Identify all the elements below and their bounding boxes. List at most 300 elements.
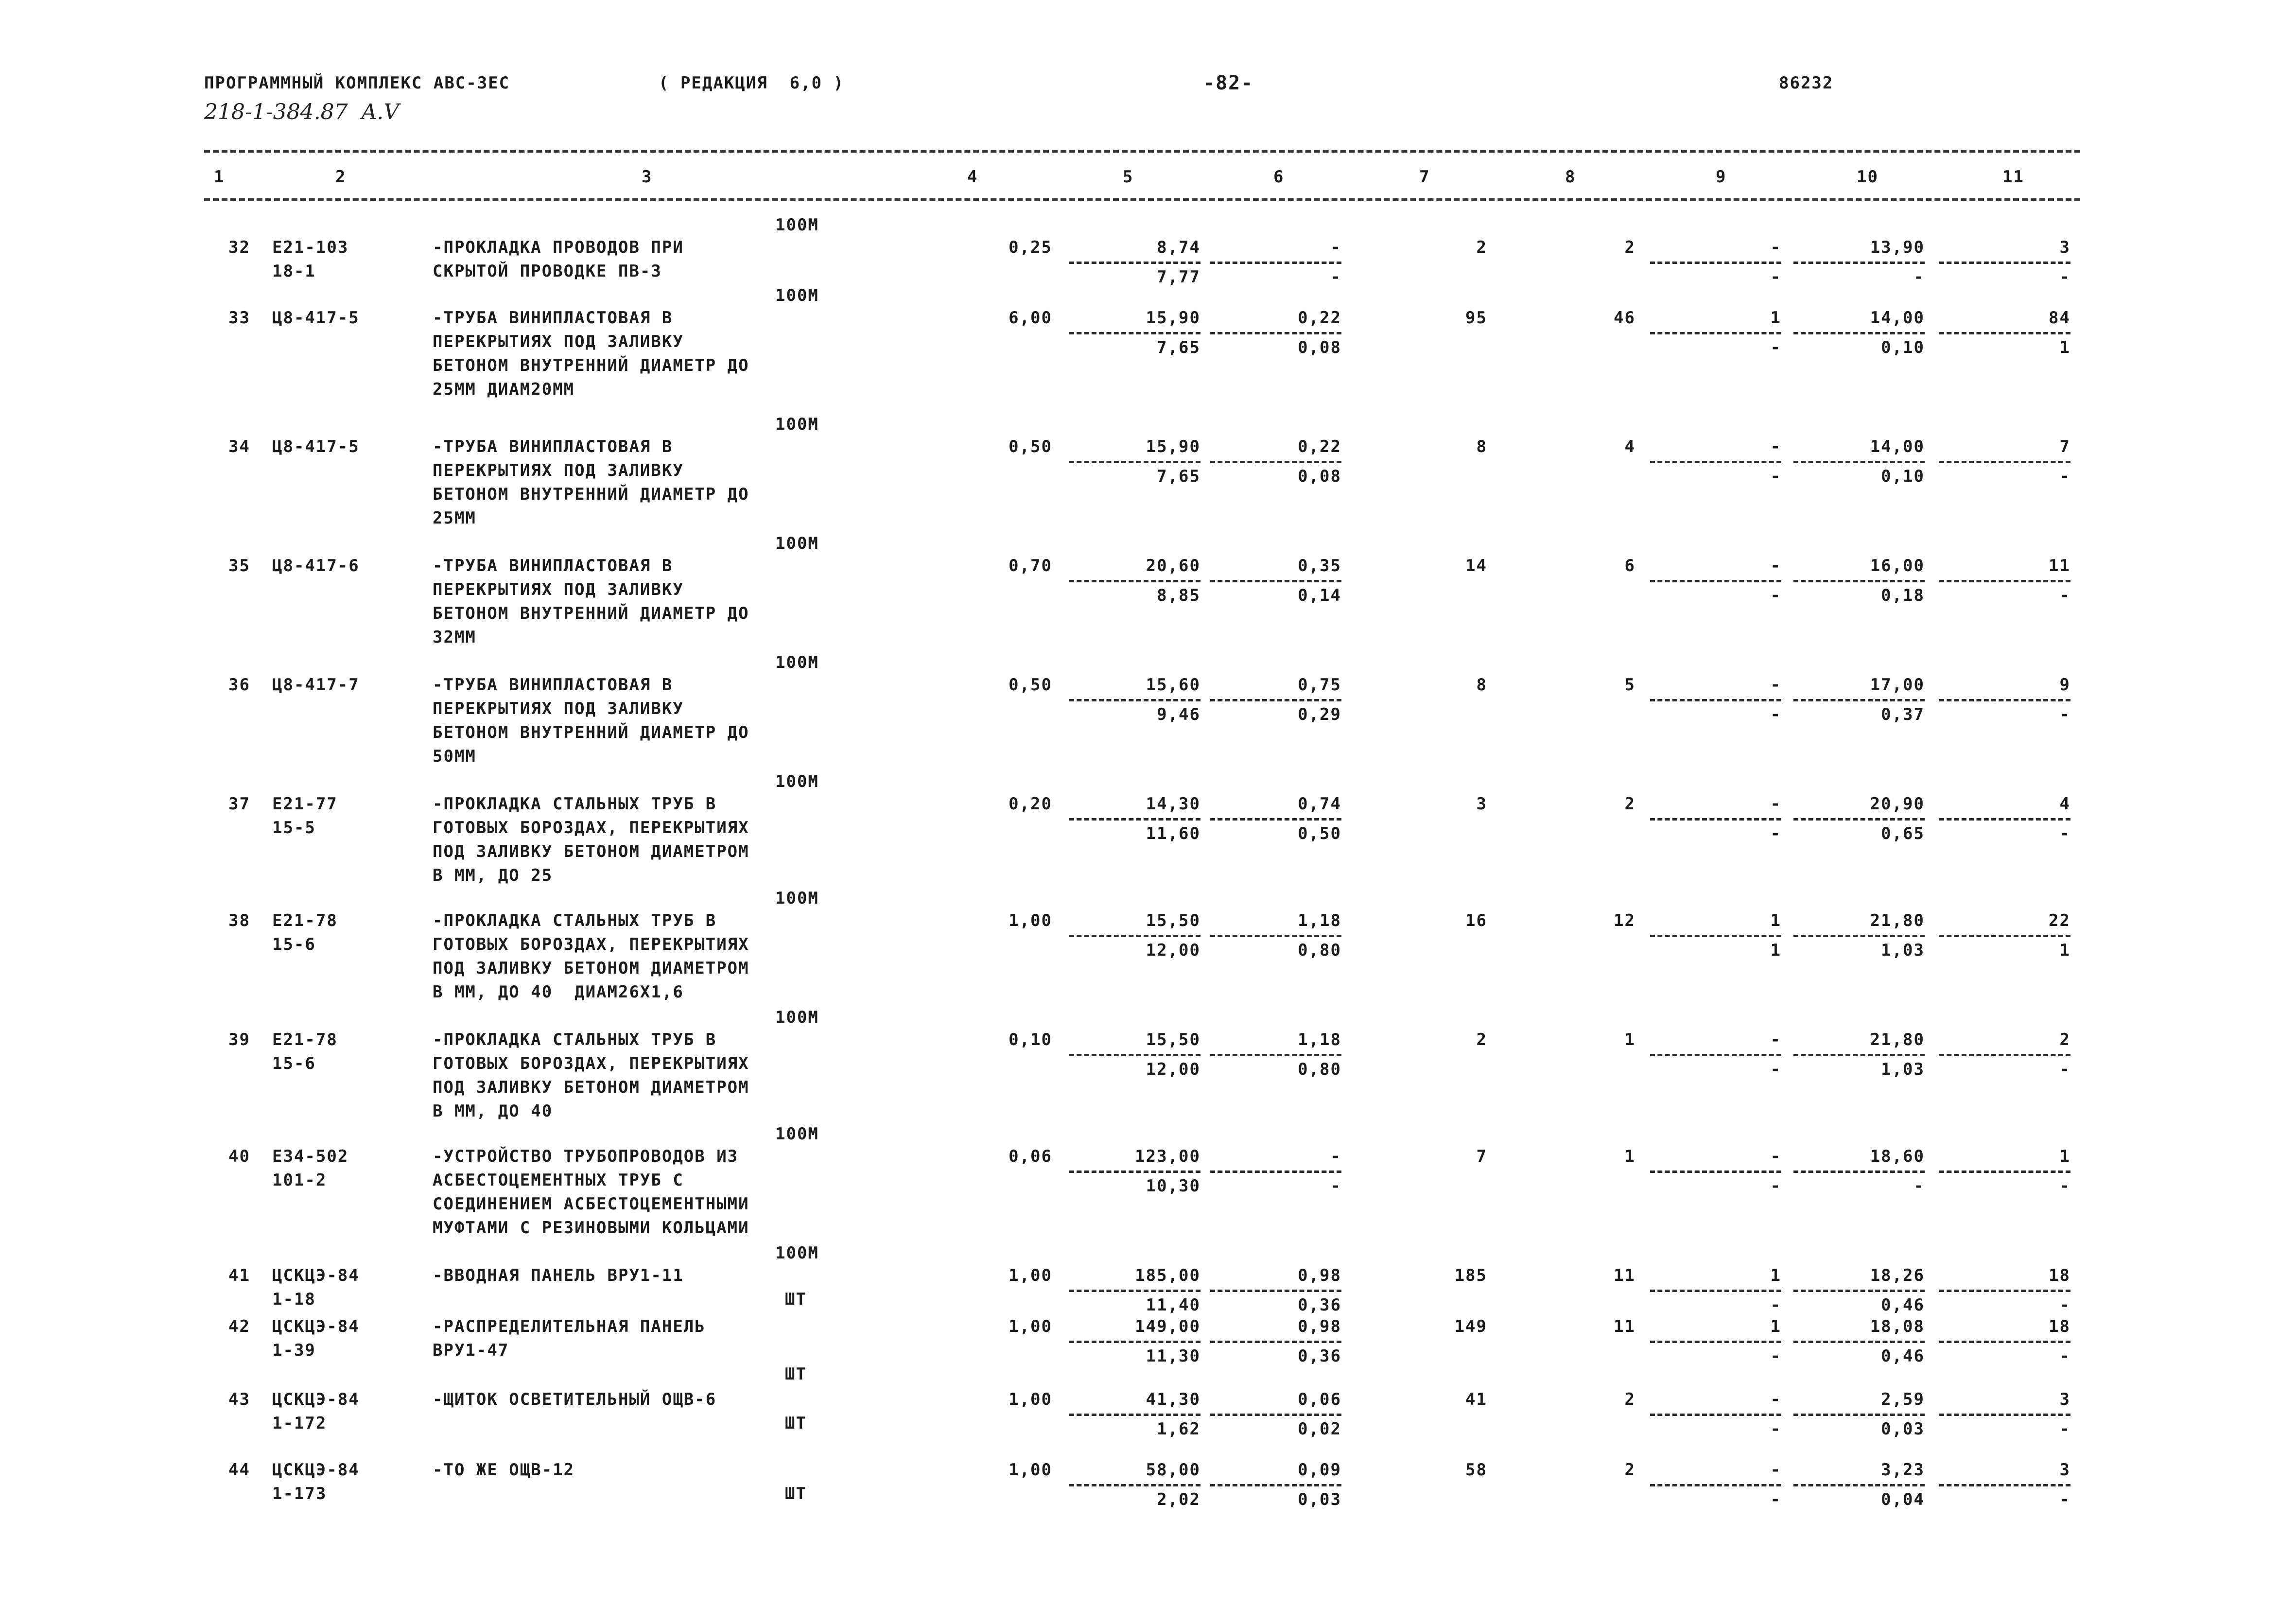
- description-line: 32ММ: [433, 628, 476, 647]
- col-9: -: [1770, 1460, 1781, 1480]
- divider-10: [1793, 699, 1925, 701]
- col-9: 1: [1770, 1266, 1781, 1285]
- col-11: 22: [2049, 911, 2070, 930]
- divider-6: [1210, 461, 1341, 463]
- col-10-sub: 0,46: [1881, 1295, 1925, 1315]
- description-line: БЕТОНОМ ВНУТРЕННИЙ ДИАМЕТР ДО: [433, 604, 749, 623]
- unit-cost: 15,90: [1146, 437, 1200, 456]
- description-line: ПЕРЕКРЫТИЯХ ПОД ЗАЛИВКУ: [433, 699, 684, 718]
- total-cost: 8: [1476, 675, 1487, 695]
- col-8: 11: [1614, 1266, 1635, 1285]
- description-line: ВРУ1-47: [433, 1341, 509, 1360]
- divider-9: [1650, 580, 1781, 582]
- column-header-7: 7: [1419, 167, 1430, 187]
- doc-code: 86232: [1779, 73, 1834, 93]
- divider-10: [1793, 262, 1925, 264]
- divider-10: [1793, 1484, 1925, 1486]
- description-line: 25ММ ДИАМ20ММ: [433, 380, 575, 399]
- col-11: 3: [2059, 1390, 2070, 1409]
- machine-wage: 0,03: [1298, 1490, 1341, 1509]
- divider-9: [1650, 1290, 1781, 1292]
- col-11: 9: [2059, 675, 2070, 695]
- divider-6: [1210, 1414, 1341, 1416]
- col-9-sub: -: [1770, 1346, 1781, 1366]
- col-9: -: [1770, 1147, 1781, 1166]
- total-cost: 2: [1476, 238, 1487, 257]
- wage-cost: 7,65: [1157, 467, 1200, 486]
- col-10: 2,59: [1881, 1390, 1925, 1409]
- divider-6: [1210, 262, 1341, 264]
- divider-5: [1069, 1290, 1200, 1292]
- total-cost: 7: [1476, 1147, 1487, 1166]
- machine-cost: 0,09: [1298, 1460, 1341, 1480]
- col-10: 20,90: [1870, 794, 1925, 814]
- col-9-sub: -: [1770, 1176, 1781, 1196]
- machine-cost: 0,06: [1298, 1390, 1341, 1409]
- norm-code: Е21-78: [272, 911, 338, 930]
- divider-11: [1939, 699, 2070, 701]
- description-line: СОЕДИНЕНИЕМ АСБЕСТОЦЕМЕНТНЫМИ: [433, 1194, 749, 1214]
- unit-cost: 185,00: [1135, 1266, 1200, 1285]
- col-8: 1: [1624, 1147, 1635, 1166]
- quantity: 1,00: [1009, 1460, 1052, 1480]
- description-line: ГОТОВЫХ БОРОЗДАХ, ПЕРЕКРЫТИЯХ: [433, 935, 749, 954]
- col-11: 7: [2059, 437, 2070, 456]
- divider-9: [1650, 1054, 1781, 1056]
- wage-cost: 8,85: [1157, 586, 1200, 605]
- divider-11: [1939, 935, 2070, 937]
- machine-wage: -: [1330, 1176, 1341, 1196]
- machine-wage: 0,08: [1298, 467, 1341, 486]
- norm-code: Ц8-417-7: [272, 675, 360, 695]
- col-10-sub: 0,10: [1881, 338, 1925, 357]
- total-cost: 16: [1465, 911, 1487, 930]
- wage-cost: 11,60: [1146, 824, 1200, 843]
- col-8: 4: [1624, 437, 1635, 456]
- norm-subcode: 15-6: [272, 935, 316, 954]
- divider-11: [1939, 580, 2070, 582]
- divider-6: [1210, 580, 1341, 582]
- row-number: 44: [228, 1460, 250, 1480]
- description-line: В ММ, ДО 25: [433, 866, 553, 885]
- quantity: 0,50: [1009, 675, 1052, 695]
- machine-wage: 0,08: [1298, 338, 1341, 357]
- description-line: БЕТОНОМ ВНУТРЕННИЙ ДИАМЕТР ДО: [433, 356, 749, 375]
- divider-9: [1650, 1414, 1781, 1416]
- unit-label: 100М: [775, 1243, 819, 1263]
- col-11: 4: [2059, 794, 2070, 814]
- quantity: 1,00: [1009, 1266, 1052, 1285]
- description-line: -УСТРОЙСТВО ТРУБОПРОВОДОВ ИЗ: [433, 1147, 739, 1166]
- unit-cost: 41,30: [1146, 1390, 1200, 1409]
- divider-6: [1210, 935, 1341, 937]
- col-10: 21,80: [1870, 911, 1925, 930]
- divider-6: [1210, 1290, 1341, 1292]
- norm-subcode: 15-6: [272, 1054, 316, 1073]
- row-number: 39: [228, 1030, 250, 1049]
- machine-wage: -: [1330, 267, 1341, 287]
- norm-subcode: 101-2: [272, 1170, 327, 1190]
- col-8: 46: [1614, 308, 1635, 328]
- divider-11: [1939, 1484, 2070, 1486]
- col-9: -: [1770, 1390, 1781, 1409]
- description-line: В ММ, ДО 40: [433, 1101, 553, 1121]
- col-9: -: [1770, 437, 1781, 456]
- machine-cost: 0,35: [1298, 556, 1341, 576]
- col-8: 5: [1624, 675, 1635, 695]
- description-line: МУФТАМИ С РЕЗИНОВЫМИ КОЛЬЦАМИ: [433, 1218, 749, 1238]
- row-number: 32: [228, 238, 250, 257]
- col-10-sub: -: [1913, 267, 1925, 287]
- description-line: -ПРОКЛАДКА СТАЛЬНЫХ ТРУБ В: [433, 794, 717, 814]
- quantity: 0,06: [1009, 1147, 1052, 1166]
- divider-5: [1069, 699, 1200, 701]
- handwritten-reference: 218-1-384.87 A.V: [204, 100, 400, 124]
- unit-cost: 20,60: [1146, 556, 1200, 576]
- divider-11: [1939, 262, 2070, 264]
- col-10: 3,23: [1881, 1460, 1925, 1480]
- unit-cost: 149,00: [1135, 1317, 1200, 1336]
- col-9: -: [1770, 675, 1781, 695]
- divider-11: [1939, 1170, 2070, 1173]
- unit-cost: 15,50: [1146, 1030, 1200, 1049]
- column-header-1: 1: [214, 167, 225, 187]
- description-line: ПЕРЕКРЫТИЯХ ПОД ЗАЛИВКУ: [433, 461, 684, 480]
- machine-wage: 0,36: [1298, 1346, 1341, 1366]
- machine-wage: 0,36: [1298, 1295, 1341, 1315]
- col-10: 13,90: [1870, 238, 1925, 257]
- divider-5: [1069, 461, 1200, 463]
- column-header-10: 10: [1857, 167, 1879, 187]
- col-10: 21,80: [1870, 1030, 1925, 1049]
- divider-11: [1939, 461, 2070, 463]
- divider-6: [1210, 1054, 1341, 1056]
- unit-label: 100М: [775, 772, 819, 791]
- col-9-sub: -: [1770, 1060, 1781, 1079]
- machine-cost: -: [1330, 238, 1341, 257]
- col-8: 1: [1624, 1030, 1635, 1049]
- description-line: ПОД ЗАЛИВКУ БЕТОНОМ ДИАМЕТРОМ: [433, 1078, 749, 1097]
- col-11-sub: -: [2059, 467, 2070, 486]
- col-8: 2: [1624, 1390, 1635, 1409]
- divider-9: [1650, 461, 1781, 463]
- col-10: 17,00: [1870, 675, 1925, 695]
- total-cost: 149: [1454, 1317, 1487, 1336]
- wage-cost: 2,02: [1157, 1490, 1200, 1509]
- divider-5: [1069, 262, 1200, 264]
- description-line: -РАСПРЕДЕЛИТЕЛЬНАЯ ПАНЕЛЬ: [433, 1317, 706, 1336]
- description-line: -ПРОКЛАДКА СТАЛЬНЫХ ТРУБ В: [433, 911, 717, 930]
- divider-10: [1793, 1290, 1925, 1292]
- unit-cost: 15,50: [1146, 911, 1200, 930]
- col-10-sub: 0,37: [1881, 705, 1925, 724]
- wage-cost: 7,77: [1157, 267, 1200, 287]
- norm-subcode: 18-1: [272, 262, 316, 281]
- col-11: 84: [2049, 308, 2070, 328]
- header-rule-bottom: [204, 198, 2080, 201]
- quantity: 0,50: [1009, 437, 1052, 456]
- machine-wage: 0,29: [1298, 705, 1341, 724]
- quantity: 1,00: [1009, 911, 1052, 930]
- description-line: -ПРОКЛАДКА ПРОВОДОВ ПРИ: [433, 238, 684, 257]
- wage-cost: 7,65: [1157, 338, 1200, 357]
- description-line: ГОТОВЫХ БОРОЗДАХ, ПЕРЕКРЫТИЯХ: [433, 818, 749, 838]
- row-number: 43: [228, 1390, 250, 1409]
- total-cost: 185: [1454, 1266, 1487, 1285]
- machine-wage: 0,80: [1298, 941, 1341, 960]
- description-line: 50ММ: [433, 747, 476, 766]
- description-line: СКРЫТОЙ ПРОВОДКЕ ПВ-3: [433, 262, 662, 281]
- machine-cost: -: [1330, 1147, 1341, 1166]
- divider-9: [1650, 1341, 1781, 1343]
- col-10-sub: 0,65: [1881, 824, 1925, 843]
- unit-label: 100М: [775, 889, 819, 908]
- description-line: ГОТОВЫХ БОРОЗДАХ, ПЕРЕКРЫТИЯХ: [433, 1054, 749, 1073]
- unit-label: 100М: [775, 286, 819, 305]
- quantity: 0,25: [1009, 238, 1052, 257]
- divider-5: [1069, 1054, 1200, 1056]
- column-header-6: 6: [1273, 167, 1285, 187]
- col-10: 14,00: [1870, 308, 1925, 328]
- wage-cost: 11,40: [1146, 1295, 1200, 1315]
- machine-cost: 0,22: [1298, 437, 1341, 456]
- unit-cost: 15,90: [1146, 308, 1200, 328]
- divider-11: [1939, 1414, 2070, 1416]
- norm-code: Ц8-417-5: [272, 437, 360, 456]
- norm-code: Е21-103: [272, 238, 349, 257]
- machine-cost: 0,75: [1298, 675, 1341, 695]
- page-number: -82-: [1203, 72, 1254, 94]
- norm-code: ЦСКЦЭ-84: [272, 1460, 360, 1480]
- column-header-9: 9: [1716, 167, 1727, 187]
- col-8: 2: [1624, 794, 1635, 814]
- unit-cost: 58,00: [1146, 1460, 1200, 1480]
- description-line: БЕТОНОМ ВНУТРЕННИЙ ДИАМЕТР ДО: [433, 485, 749, 504]
- unit-suffix: ШТ: [785, 1414, 807, 1433]
- norm-code: Е21-78: [272, 1030, 338, 1049]
- col-9: -: [1770, 794, 1781, 814]
- description-line: -ТО ЖЕ ОЩВ-12: [433, 1460, 575, 1480]
- description-line: -ТРУБА ВИНИПЛАСТОВАЯ В: [433, 308, 673, 328]
- unit-label: 100М: [775, 534, 819, 553]
- column-header-4: 4: [967, 167, 978, 187]
- divider-5: [1069, 1170, 1200, 1173]
- col-9: 1: [1770, 308, 1781, 328]
- column-header-3: 3: [642, 167, 653, 187]
- wage-cost: 10,30: [1146, 1176, 1200, 1196]
- col-10-sub: 0,04: [1881, 1490, 1925, 1509]
- norm-subcode: 1-173: [272, 1484, 327, 1503]
- divider-9: [1650, 262, 1781, 264]
- divider-11: [1939, 818, 2070, 821]
- norm-subcode: 15-5: [272, 818, 316, 838]
- divider-9: [1650, 332, 1781, 334]
- unit-label: 100М: [775, 415, 819, 434]
- col-8: 2: [1624, 238, 1635, 257]
- col-11-sub: -: [2059, 705, 2070, 724]
- col-9-sub: -: [1770, 338, 1781, 357]
- col-10-sub: 0,18: [1881, 586, 1925, 605]
- wage-cost: 12,00: [1146, 1060, 1200, 1079]
- divider-11: [1939, 1290, 2070, 1292]
- norm-code: ЦСКЦЭ-84: [272, 1390, 360, 1409]
- row-number: 36: [228, 675, 250, 695]
- description-line: ПЕРЕКРЫТИЯХ ПОД ЗАЛИВКУ: [433, 332, 684, 351]
- description-line: В ММ, ДО 40 ДИАМ26Х1,6: [433, 982, 684, 1002]
- col-8: 6: [1624, 556, 1635, 576]
- description-line: -ЩИТОК ОСВЕТИТЕЛЬНЫЙ ОЩВ-6: [433, 1390, 717, 1409]
- col-9-sub: -: [1770, 824, 1781, 843]
- machine-cost: 0,74: [1298, 794, 1341, 814]
- divider-6: [1210, 1170, 1341, 1173]
- norm-code: ЦСКЦЭ-84: [272, 1317, 360, 1336]
- divider-6: [1210, 1484, 1341, 1486]
- col-11-sub: -: [2059, 1346, 2070, 1366]
- divider-5: [1069, 1341, 1200, 1343]
- col-11: 11: [2049, 556, 2070, 576]
- description-line: БЕТОНОМ ВНУТРЕННИЙ ДИАМЕТР ДО: [433, 723, 749, 742]
- col-9: -: [1770, 1030, 1781, 1049]
- total-cost: 2: [1476, 1030, 1487, 1049]
- col-10-sub: 1,03: [1881, 941, 1925, 960]
- col-9-sub: -: [1770, 1490, 1781, 1509]
- col-11-sub: -: [2059, 267, 2070, 287]
- unit-label: 100М: [775, 1124, 819, 1144]
- column-header-5: 5: [1123, 167, 1134, 187]
- col-11: 18: [2049, 1266, 2070, 1285]
- quantity: 0,10: [1009, 1030, 1052, 1049]
- machine-wage: 0,50: [1298, 824, 1341, 843]
- divider-6: [1210, 1341, 1341, 1343]
- machine-cost: 0,98: [1298, 1317, 1341, 1336]
- row-number: 33: [228, 308, 250, 328]
- wage-cost: 12,00: [1146, 941, 1200, 960]
- description-line: ПОД ЗАЛИВКУ БЕТОНОМ ДИАМЕТРОМ: [433, 959, 749, 978]
- col-10: 18,26: [1870, 1266, 1925, 1285]
- col-9-sub: -: [1770, 467, 1781, 486]
- col-8: 2: [1624, 1460, 1635, 1480]
- col-10: 14,00: [1870, 437, 1925, 456]
- total-cost: 3: [1476, 794, 1487, 814]
- quantity: 1,00: [1009, 1390, 1052, 1409]
- divider-5: [1069, 935, 1200, 937]
- col-9: 1: [1770, 1317, 1781, 1336]
- quantity: 0,70: [1009, 556, 1052, 576]
- norm-subcode: 1-39: [272, 1341, 316, 1360]
- description-line: -ПРОКЛАДКА СТАЛЬНЫХ ТРУБ В: [433, 1030, 717, 1049]
- divider-9: [1650, 699, 1781, 701]
- col-10-sub: 0,10: [1881, 467, 1925, 486]
- row-number: 42: [228, 1317, 250, 1336]
- col-11: 1: [2059, 1147, 2070, 1166]
- machine-wage: 0,80: [1298, 1060, 1341, 1079]
- col-11-sub: -: [2059, 1176, 2070, 1196]
- col-11-sub: -: [2059, 1419, 2070, 1439]
- unit-suffix: ШТ: [785, 1290, 807, 1309]
- description-line: ПОД ЗАЛИВКУ БЕТОНОМ ДИАМЕТРОМ: [433, 842, 749, 861]
- unit-cost: 123,00: [1135, 1147, 1200, 1166]
- total-cost: 14: [1465, 556, 1487, 576]
- machine-cost: 0,22: [1298, 308, 1341, 328]
- description-line: ПЕРЕКРЫТИЯХ ПОД ЗАЛИВКУ: [433, 580, 684, 599]
- col-11-sub: -: [2059, 586, 2070, 605]
- divider-10: [1793, 1170, 1925, 1173]
- description-line: 25ММ: [433, 508, 476, 528]
- col-8: 11: [1614, 1317, 1635, 1336]
- unit-label: 100М: [775, 1008, 819, 1027]
- divider-9: [1650, 818, 1781, 821]
- divider-5: [1069, 332, 1200, 334]
- norm-code: Е34-502: [272, 1147, 349, 1166]
- norm-subcode: 1-18: [272, 1290, 316, 1309]
- row-number: 37: [228, 794, 250, 814]
- divider-10: [1793, 332, 1925, 334]
- column-header-2: 2: [335, 167, 347, 187]
- col-11: 18: [2049, 1317, 2070, 1336]
- divider-11: [1939, 1341, 2070, 1343]
- row-number: 40: [228, 1147, 250, 1166]
- header-rule-top: [204, 150, 2080, 153]
- total-cost: 95: [1465, 308, 1487, 328]
- divider-10: [1793, 461, 1925, 463]
- unit-cost: 15,60: [1146, 675, 1200, 695]
- row-number: 35: [228, 556, 250, 576]
- col-11-sub: -: [2059, 824, 2070, 843]
- divider-10: [1793, 580, 1925, 582]
- divider-5: [1069, 1414, 1200, 1416]
- total-cost: 58: [1465, 1460, 1487, 1480]
- unit-label: 100М: [775, 653, 819, 672]
- unit-suffix: ШТ: [785, 1484, 807, 1503]
- machine-cost: 1,18: [1298, 911, 1341, 930]
- col-9-sub: -: [1770, 1419, 1781, 1439]
- norm-code: Ц8-417-6: [272, 556, 360, 576]
- col-9-sub: -: [1770, 267, 1781, 287]
- wage-cost: 11,30: [1146, 1346, 1200, 1366]
- col-9-sub: -: [1770, 705, 1781, 724]
- description-line: -ТРУБА ВИНИПЛАСТОВАЯ В: [433, 675, 673, 695]
- divider-9: [1650, 1170, 1781, 1173]
- column-header-11: 11: [2002, 167, 2024, 187]
- divider-10: [1793, 818, 1925, 821]
- unit-suffix: ШТ: [785, 1364, 807, 1384]
- divider-5: [1069, 580, 1200, 582]
- col-8: 12: [1614, 911, 1635, 930]
- divider-5: [1069, 818, 1200, 821]
- row-number: 41: [228, 1266, 250, 1285]
- divider-6: [1210, 332, 1341, 334]
- description-line: -ТРУБА ВИНИПЛАСТОВАЯ В: [433, 556, 673, 576]
- col-11-sub: -: [2059, 1060, 2070, 1079]
- description-line: -ТРУБА ВИНИПЛАСТОВАЯ В: [433, 437, 673, 456]
- divider-9: [1650, 935, 1781, 937]
- col-10-sub: 0,03: [1881, 1419, 1925, 1439]
- col-9: -: [1770, 238, 1781, 257]
- machine-wage: 0,14: [1298, 586, 1341, 605]
- column-header-8: 8: [1565, 167, 1576, 187]
- wage-cost: 1,62: [1157, 1419, 1200, 1439]
- machine-cost: 1,18: [1298, 1030, 1341, 1049]
- col-11-sub: -: [2059, 1490, 2070, 1509]
- col-9-sub: -: [1770, 586, 1781, 605]
- col-11: 2: [2059, 1030, 2070, 1049]
- quantity: 6,00: [1009, 308, 1052, 328]
- col-9-sub: -: [1770, 1295, 1781, 1315]
- col-10: 18,60: [1870, 1147, 1925, 1166]
- col-9: -: [1770, 556, 1781, 576]
- col-10: 16,00: [1870, 556, 1925, 576]
- machine-wage: 0,02: [1298, 1419, 1341, 1439]
